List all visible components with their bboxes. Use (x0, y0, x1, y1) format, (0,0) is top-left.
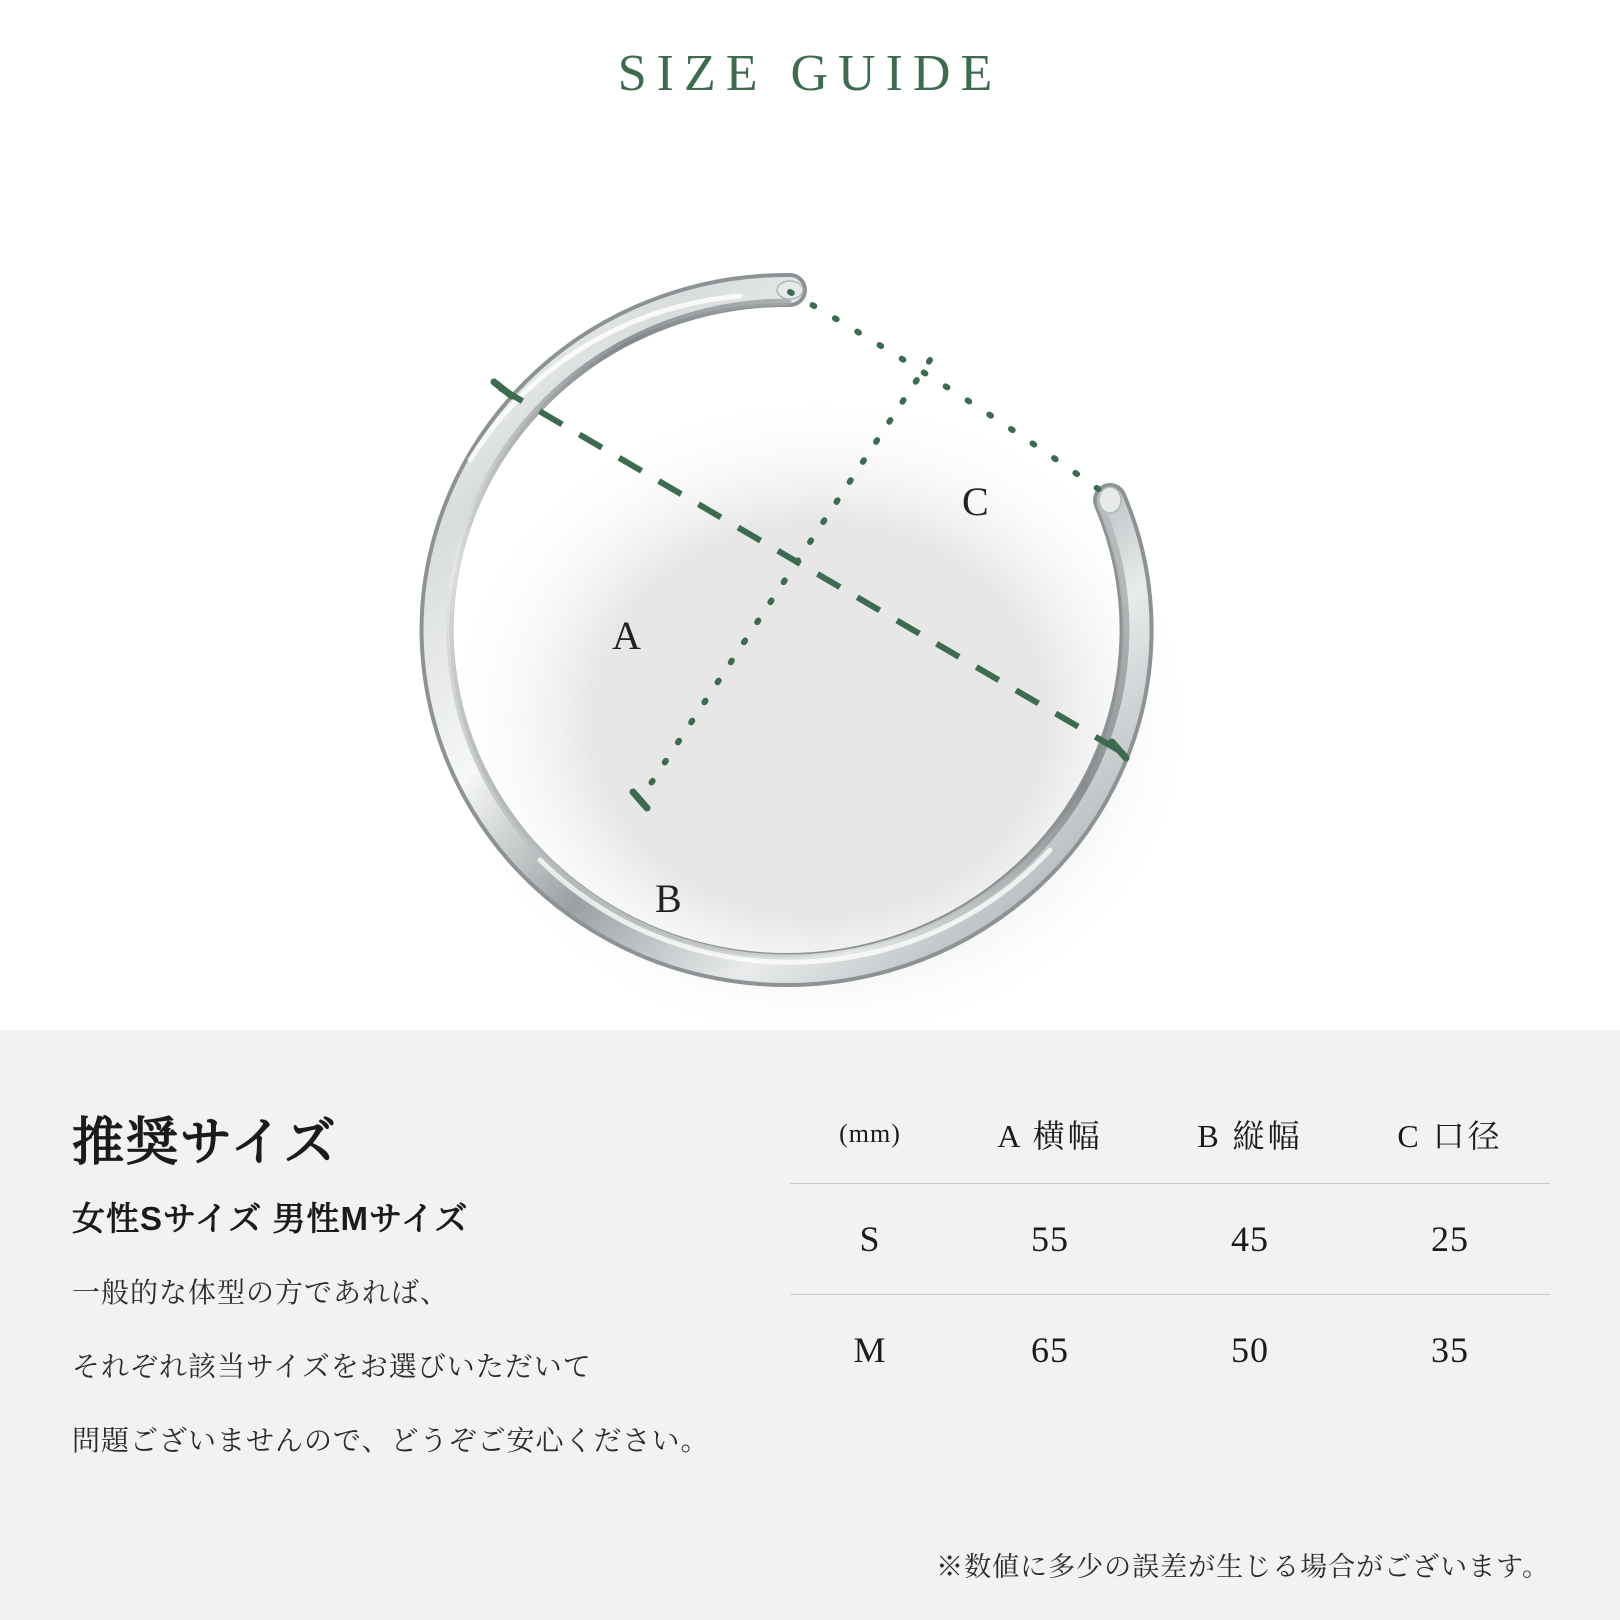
bangle-illustration (0, 160, 1620, 1030)
description-line-3: 問題ございませんので、どうぞご安心ください。 (72, 1426, 710, 1457)
bangle-diagram-svg (0, 160, 1620, 1030)
size-table-wrapper (790, 1110, 1550, 1405)
col-header-b: B 縦幅 (1197, 1118, 1303, 1154)
cell-m-b: 50 (1231, 1330, 1269, 1370)
panel-subheading: 女性Sサイズ 男性Mサイズ (72, 1200, 469, 1237)
table-header-row (790, 1110, 1550, 1184)
size-table (790, 1110, 1550, 1405)
dimension-label-c: C (962, 479, 989, 524)
size-table-head (790, 1110, 1550, 1184)
row-label-m: M (853, 1330, 887, 1370)
table-row (790, 1295, 1550, 1406)
col-header-c: C 口径 (1397, 1118, 1503, 1154)
dimension-label-a: A (612, 613, 641, 658)
bangle-shadow (440, 390, 1200, 1030)
cell-m-a: 65 (1031, 1330, 1069, 1370)
cell-s-c: 25 (1431, 1219, 1469, 1259)
table-row (790, 1184, 1550, 1295)
cell-s-b: 45 (1231, 1219, 1269, 1259)
col-header-unit: (mm) (839, 1119, 901, 1148)
col-header-a: A 横幅 (997, 1118, 1103, 1154)
cell-m-c: 35 (1431, 1330, 1469, 1370)
row-label-s: S (859, 1219, 881, 1259)
size-info-panel (0, 1030, 1620, 1620)
description-line-1: 一般的な体型の方であれば、 (72, 1278, 450, 1309)
size-table-body (790, 1184, 1550, 1406)
panel-heading: 推奨サイズ (72, 1114, 338, 1172)
measurement-note: ※数値に多少の誤差が生じる場合がございます。 (936, 1552, 1550, 1582)
bangle-end-right (1099, 487, 1121, 513)
page-title: SIZE GUIDE (617, 45, 1003, 102)
recommendation-text-block (72, 1100, 772, 1456)
cell-s-a: 55 (1031, 1219, 1069, 1259)
dimension-label-b: B (655, 876, 682, 921)
description-line-2: それぞれ該当サイズをお選びいただいて (72, 1352, 592, 1383)
